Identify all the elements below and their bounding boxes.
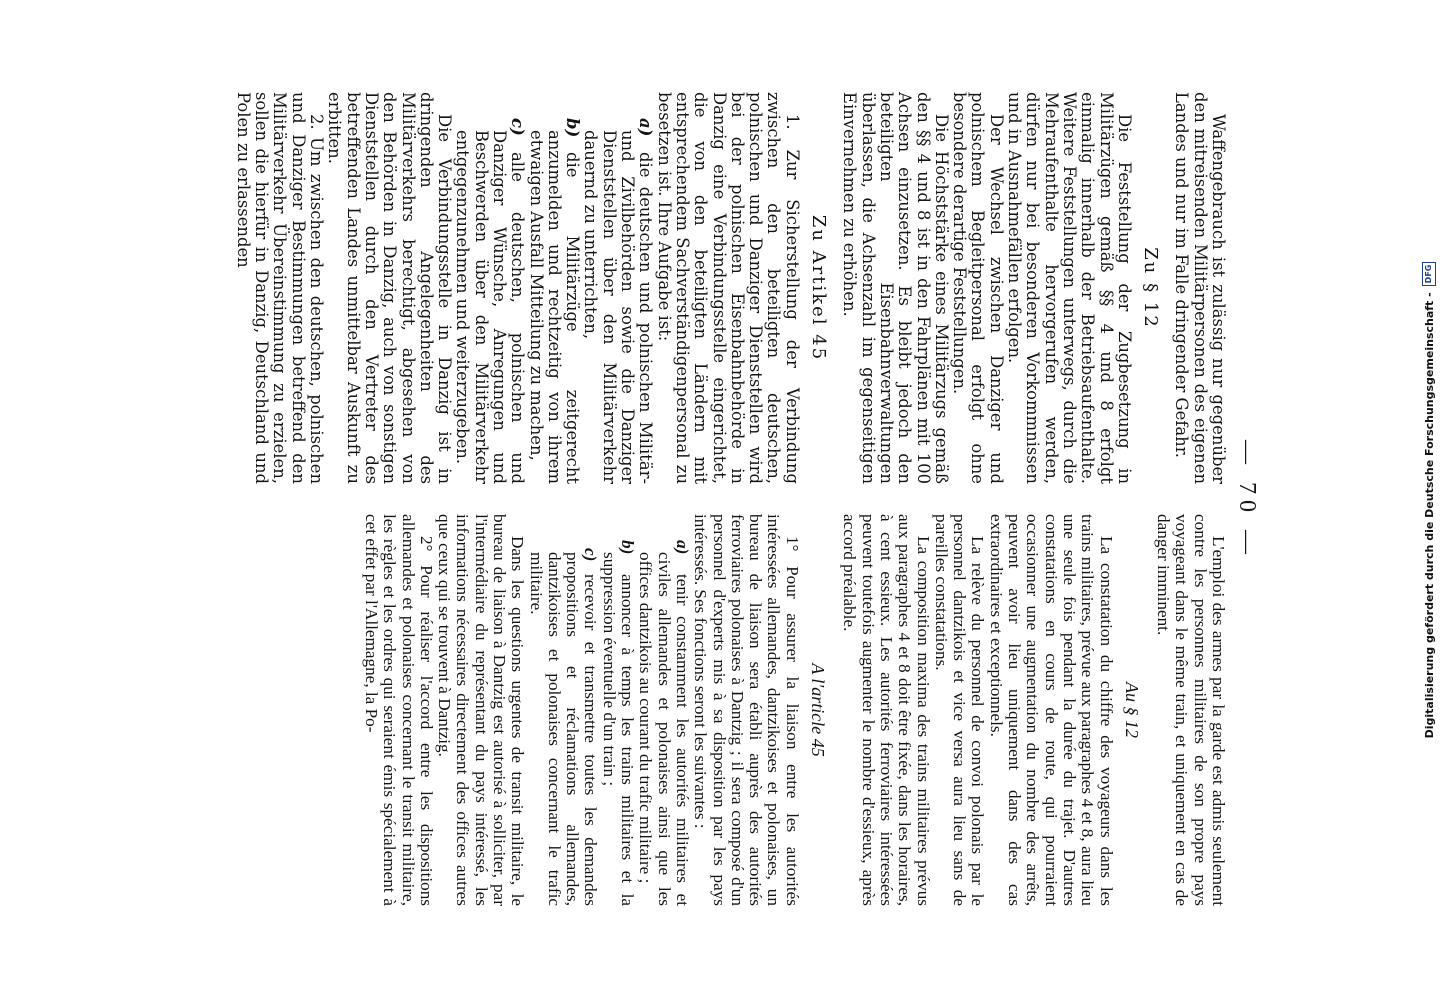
list-label: b) xyxy=(618,540,638,555)
german-paragraph: 1. Zur Sicherstellung der Verbindung zwischen den beteiligten deutschen, polnischen und Danziger Dienststellen wird bei der polnischen Eisenbahnbehörde in Danzig eine Verbindungsstelle eingerichtet, die von den beteiligten Ländern mit entsprechendem Sachverständigenpersonal zu besetzen ist. Ihre Aufgabe ist: xyxy=(654,92,802,484)
list-label: b) xyxy=(563,118,583,138)
french-paragraph: 2° Pour réaliser l'accord entre les dispositions allemandes et polonaises concernant le transit militaire, les règles et les ordres qui seraient émis spécialement à cet effet par l'Allemagne, la Po- xyxy=(361,514,436,906)
german-paragraph: Die Höchststärke eines Militärzugs gemäß den §§ 4 und 8 ist in den Fahrplänen mit 100 Achsen einzusetzen. Es bleibt jedoch den beteiligten Eisenbahnverwaltungen überlassen, die Achsenzahl im gegenseitigen Einvernehmen zu erhöhen. xyxy=(840,92,951,484)
german-list-item xyxy=(453,92,526,484)
german-paragraph: 2. Um zwischen den deutschen, polnischen und Danziger Bestimmungen betreffend den Militärverkehr Übereinstimmung zu erzielen, sollen die hierfür in Danzig, Deutschland und Polen zu erlassenden xyxy=(233,92,327,484)
german-heading-article-45: Zu Artikel 45 xyxy=(808,214,830,362)
list-text: die deutschen und polnischen Militär- und Zivilbehörden sowie die Danziger Dienststellen über den Militärverkehr dauernd zu unterrichten, xyxy=(581,130,656,484)
german-list-item xyxy=(526,92,581,484)
list-text: alle deutschen, polnischen und Danziger Wünsche, Anregungen und Beschwerden über den Militärverkehr entgegenzunehmen und weiterzugeben. xyxy=(453,130,528,484)
french-list-item xyxy=(636,514,691,906)
list-label: a) xyxy=(636,118,656,137)
french-intro: L'emploi des armes par la garde est admis seulement contre les personnes militaires de son propre pays voyageant dans le même train, et uniquement en cas de danger imminent. xyxy=(1154,514,1228,906)
french-paragraph: La constatation du chiffre des voyageurs dans les trains militaires, prévue aux paragraphes 4 et 8, aura lieu une seule fois pendant la durée du trajet. D'autres constatations en cours de route, qui pourraient occasionner une augmentation du nombre des arrêts, peuvent avoir lieu uniquement dans des cas extraordinaires et exceptionnels. xyxy=(986,514,1116,906)
french-column xyxy=(362,514,1227,906)
list-label: c) xyxy=(581,548,601,562)
list-text: die Militärzüge zeitgerecht anzumelden und rechtzeitig von ihrem etwaigen Ausfall Mitteilung zu machen, xyxy=(526,130,583,484)
list-text: tenir constamment les autorités militaires et civiles allemandes et polonaises ainsi que les offices dantzikois au courant du trafic militaire ; xyxy=(636,552,692,906)
french-paragraph: Dans les questions urgentes de transit militaire, le bureau de liaison à Dantzig est autorisé à solliciter, par l'intermédiaire du représentant du pays intéressé, les informations nécessaires directement des offices autres que ceux qui se trouvent à Dantzig. xyxy=(435,514,528,906)
digitization-footer xyxy=(1418,0,1440,1000)
french-paragraph: La composition maxima des trains militaires prévus aux paragraphes 4 et 8 doit être fixée, dans les horaires, à cent essieux. Les autorités ferroviaires intéressées peuvent toutefois augmenter le nombre d'essieux, après accord préalable. xyxy=(840,514,933,906)
list-text: annoncer à temps les trains militaires et la suppression éventuelle d'un train ; xyxy=(599,552,638,906)
german-paragraph: Der Wechsel zwischen Danziger und polnischem Begleitpersonal erfolgt ohne besondere derartige Feststellungen. xyxy=(950,92,1006,484)
footer-text: Digitalisierung gefördert durch die Deutsche Forschungsgemeinschaft - xyxy=(1422,292,1436,739)
list-text: recevoir et transmettre toutes les demandes propositions et réclamations allemandes, dantzikoises et polonaises concernant le trafic militaire. xyxy=(526,552,601,906)
french-list-item xyxy=(600,514,637,906)
german-column xyxy=(234,92,1227,484)
french-paragraph: 1° Pour assurer la liaison entre les autorités intéressées allemandes, dantzikoises et polonaises, un bureau de liaison sera établi auprès des autorités ferroviaires polonaises à Dantzig ; il sera composé d'un personnel d'experts mis à sa disposition par les pays intéressés. Ses fonctions seront les suivantes : xyxy=(691,514,802,906)
french-heading-article-45: A l'article 45 xyxy=(808,663,829,757)
list-label: c) xyxy=(508,118,528,136)
french-heading-section-12: Au § 12 xyxy=(1121,682,1142,738)
french-list-item xyxy=(526,514,599,906)
dfg-logo: DFG xyxy=(1422,262,1436,287)
german-list-item xyxy=(581,92,654,484)
german-paragraph: Die Verbindungsstelle in Danzig ist in dringenden Angelegenheiten des Militärverkehrs berechtigt, abgesehen von den Behörden in Danzig, auch von sonstigen Dienststellen durch den Vertreter des betreffenden Landes unmittelbar Auskunft zu erbitten. xyxy=(325,92,455,484)
german-paragraph: Die Feststellung der Zugbesetzung in Militärzügen gemäß §§ 4 und 8 erfolgt einmalig innerhalb der Betriebsaufenthalte. Weitere Feststellungen unterwegs, durch die Mehraufenthalte hervorgerufen werden, dürfen nur bei besonderen Vorkommnissen und in Ausnahmefällen erfolgen. xyxy=(1005,92,1134,484)
german-heading-section-12: Zu § 12 xyxy=(1140,247,1162,329)
page-number: — 70 — xyxy=(1234,440,1260,560)
german-intro: Waffengebrauch ist zulässig nur gegenüber den mitreisenden Militärpersonen des eigenen Landes und nur im Falle dringender Gefahr. xyxy=(1172,92,1228,484)
french-paragraph: La relève du personnel de convoi polonais par le personnel dantzikois et vice versa aura lieu sans de pareilles constatations. xyxy=(931,514,988,906)
list-label: a) xyxy=(672,540,692,555)
